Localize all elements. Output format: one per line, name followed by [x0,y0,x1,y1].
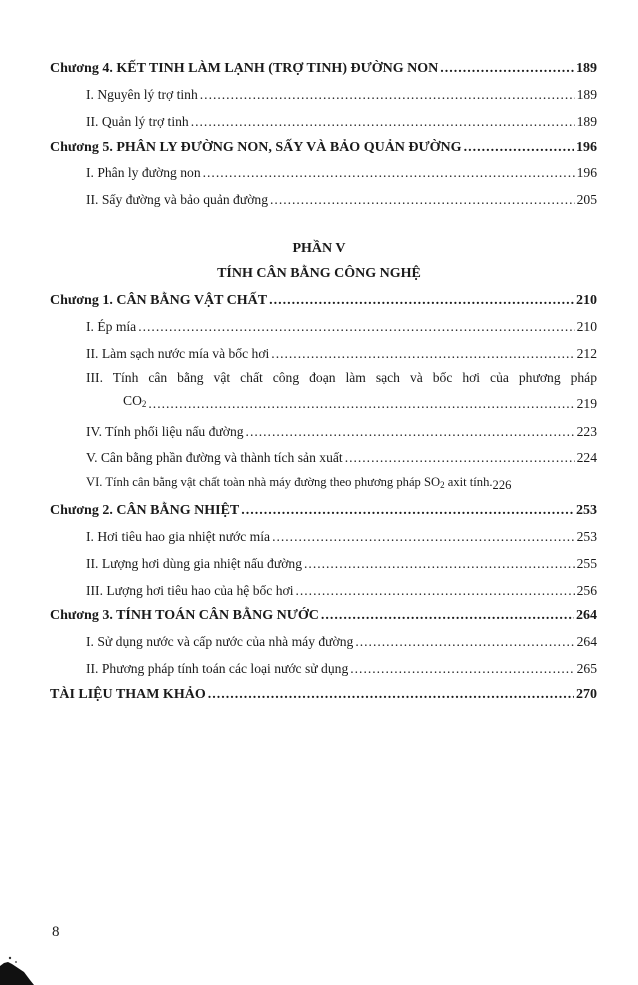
toc-references [50,680,597,704]
leader-dots [200,86,575,104]
page-number: 8 [52,924,60,940]
toc-label: III. Lượng hơi tiêu hao của hệ bốc hơi [86,583,294,598]
toc-item [86,339,597,363]
toc-label: Chương 1. CÂN BẰNG VẬT CHẤT [50,293,268,308]
toc-chapter-4 [50,54,597,78]
toc-page-number: 219 [576,396,597,411]
toc-page-number: 264 [576,634,597,649]
toc-label: II. Phương pháp tính toán các loại nước sử dụng [86,661,349,676]
leader-dots [272,528,575,546]
toc-page-number: 270 [576,687,597,702]
toc-page-number: 255 [576,556,597,571]
leader-dots [355,633,574,651]
part-title: TÍNH CÂN BẰNG CÔNG NGHỆ [217,266,421,281]
toc-item-wrap-line: III. Tính cân bằng vật chất công đoạn làm sạch và bốc hơi của phương pháp [86,370,597,385]
toc-item [123,389,597,413]
leader-dots [203,164,575,182]
toc-page-number: 210 [576,319,597,334]
toc-page-number: 264 [576,608,597,623]
leader-dots [241,502,574,520]
toc-item [86,80,597,104]
toc-label: V. Cân bằng phần đường và thành tích sản xuất [86,450,343,465]
leader-dots [208,686,574,704]
toc-item [86,654,597,678]
toc-label: I. Ép mía [86,319,137,334]
leader-dots [138,318,574,336]
leader-dots [440,60,574,78]
leader-dots [304,555,575,573]
toc-label: I. Sử dụng nước và cấp nước của nhà máy đường [86,634,354,649]
leader-dots [191,113,575,131]
toc-label: Chương 5. PHÂN LY ĐƯỜNG NON, SẤY VÀ BẢO QUẢN ĐƯỜNG [50,140,462,155]
toc-label: Chương 4. KẾT TINH LÀM LẠNH (TRỢ TINH) ĐƯỜNG NON [50,61,439,76]
toc-label: II. Quản lý trợ tinh [86,114,189,129]
toc-label: TÀI LIỆU THAM KHẢO [50,687,206,702]
toc-page-number: 253 [576,503,597,518]
toc-page-number: 212 [576,346,597,361]
toc-item [86,185,597,209]
toc-page-number: 226 [492,478,512,492]
toc-label: II. Lượng hơi dùng gia nhiệt nấu đường [86,556,303,571]
leader-dots [148,395,574,413]
toc-page-number: 265 [576,661,597,676]
toc-page-number: 210 [576,293,597,308]
toc-chapter-2 [50,496,597,520]
toc-chapter-3 [50,601,597,625]
leader-dots [246,423,575,441]
leader-dots [350,660,574,678]
toc-page-number: 196 [576,140,597,155]
toc-label: I. Nguyên lý trợ tinh [86,87,198,102]
leader-dots [295,582,574,600]
toc-item [86,627,597,651]
leader-dots [345,449,575,467]
toc-item [86,549,597,573]
leader-dots [270,191,575,209]
toc-page-number: 189 [576,114,597,129]
toc-label: IV. Tính phối liệu nấu đường [86,424,244,439]
leader-dots [269,292,574,310]
toc-label: I. Phân ly đường non [86,165,201,180]
toc-page-number: 189 [576,87,597,102]
toc-label: II. Làm sạch nước mía và bốc hơi [86,346,270,361]
toc-label: Chương 2. CÂN BẰNG NHIỆT [50,503,240,518]
toc-item [86,470,597,494]
scan-smudge-mark [0,950,34,985]
toc-item [86,576,597,600]
toc-page-number: 224 [576,450,597,465]
leader-dots [464,139,574,157]
toc-page-number: 256 [576,583,597,598]
toc-chapter-1 [50,286,597,310]
leader-dots [321,607,574,625]
part-number: PHẦN V [292,241,346,256]
toc-label: Chương 3. TÍNH TOÁN CÂN BẰNG NƯỚC [50,608,319,623]
toc-page-number: 196 [576,165,597,180]
toc-chapter-5 [50,133,597,157]
toc-page-number: 223 [576,424,597,439]
toc-label: $CO_2$ [123,393,147,409]
leader-dots [271,345,574,363]
toc-item [86,522,597,546]
toc-item [86,158,597,182]
toc-item [86,443,597,467]
toc-item [86,312,597,336]
toc-label: II. Sấy đường và bảo quản đường [86,192,269,207]
toc-page-number: 205 [576,192,597,207]
toc-item [86,417,597,441]
toc-item [86,107,597,131]
toc-page-number: 253 [576,529,597,544]
toc-page-number: 189 [576,61,597,76]
toc-label: VI. Tính cân bằng vật chất toàn nhà máy đường theo phương pháp $SO_2$ axit tính. [86,475,493,490]
toc-label: I. Hơi tiêu hao gia nhiệt nước mía [86,529,271,544]
